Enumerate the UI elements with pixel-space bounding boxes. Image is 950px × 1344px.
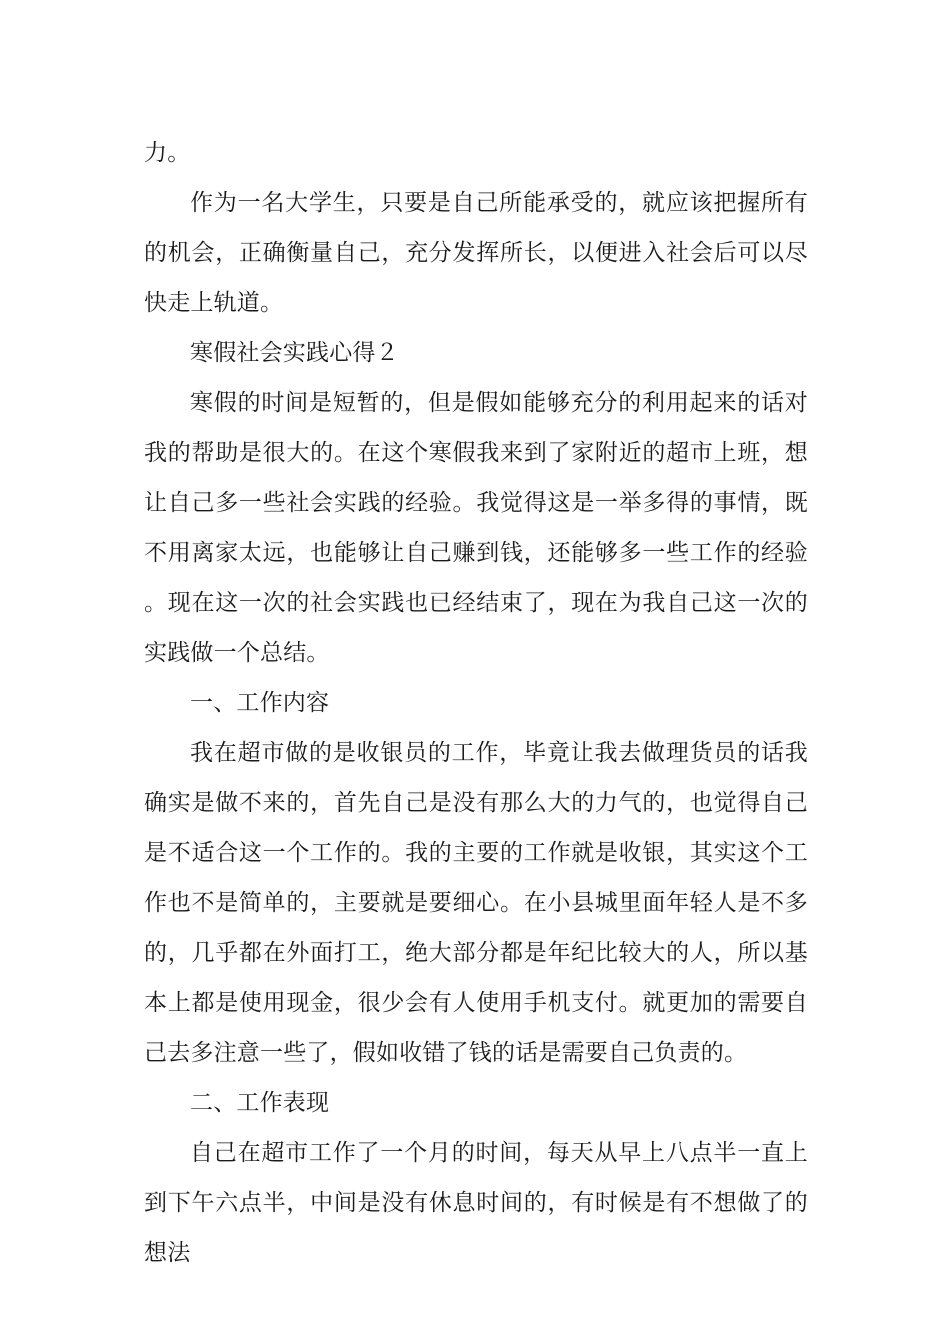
heading-work-performance: 二、工作表现 [190,1090,330,1116]
paragraph-student-advice: 作为一名大学生，只要是自己所能承受的，就应该把握所有的机会，正确衡量自己，充分发挥所长，以便进入社会后可以尽快走上轨道。 [144,190,808,316]
section-title: 寒假社会实践心得２ [190,340,399,366]
paragraph-work-content: 我在超市做的是收银员的工作，毕竟让我去做理货员的话我确实是做不来的，首先自己是没有那么大的力气的，也觉得自己是不适合这一个工作的。我的主要的工作就是收银，其实这个工作也不是简单的，主要就是要细心。在小县城里面年轻人是不多的，几乎都在外面打工，绝大部分都是年纪比较大的人，所以基本上都是使用现金，很少会有人使用手机支付。就更加的需要自己去多注意一些了，假如收错了钱的话是需要自己负责的。 [144,740,808,1066]
paragraph-work-performance: 自己在超市工作了一个月的时间，每天从早上八点半一直上到下午六点半，中间是没有休息时间的，有时候是有不想做了的想法 [144,1140,808,1266]
heading-work-content: 一、工作内容 [190,690,330,716]
paragraph-intro: 寒假的时间是短暂的，但是假如能够充分的利用起来的话对我的帮助是很大的。在这个寒假我来到了家附近的超市上班，想让自己多一些社会实践的经验。我觉得这是一举多得的事情，既不用离家太远，也能够让自己赚到钱，还能够多一些工作的经验。现在这一次的社会实践也已经结束了，现在为我自己这一次的实践做一个总结。 [144,390,808,666]
paragraph-continuation: 力。 [144,140,191,166]
document-body [144,128,808,1278]
